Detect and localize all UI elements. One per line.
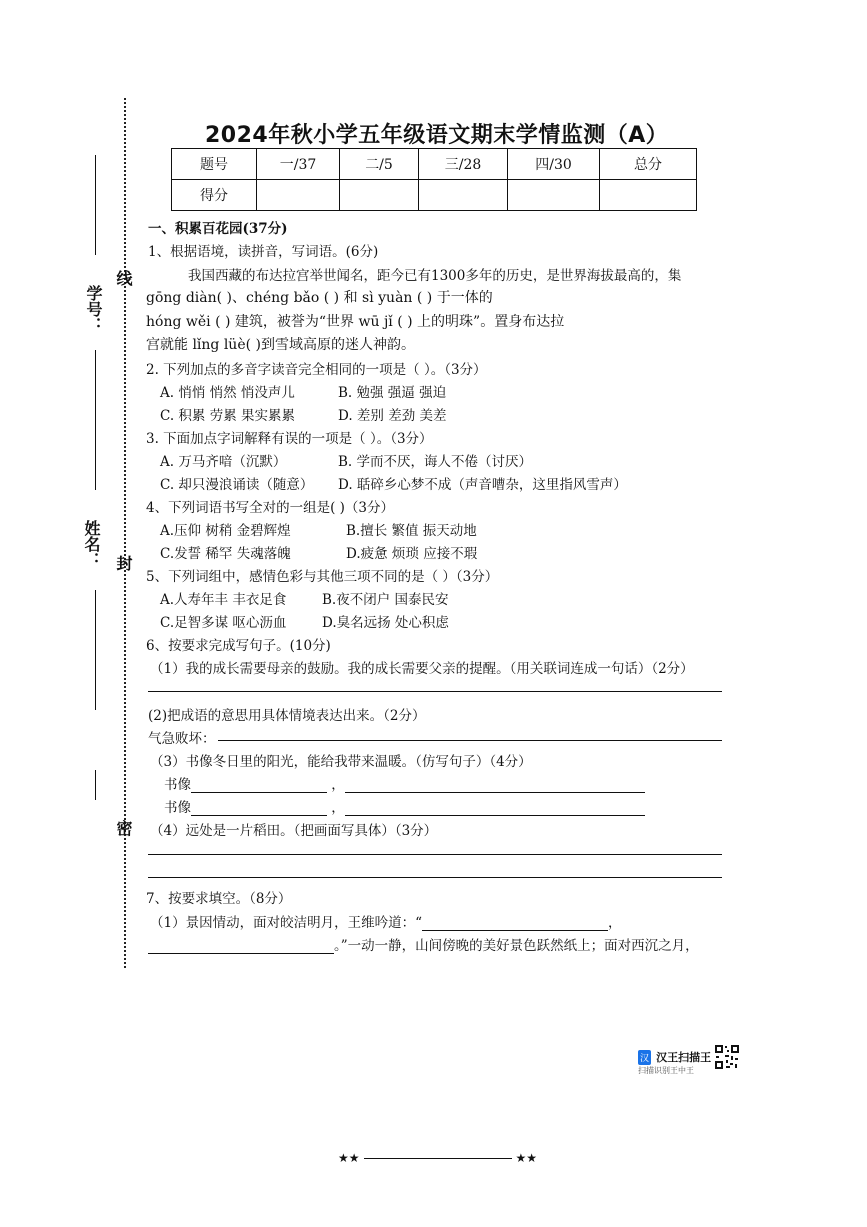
- q6-sub2: (2)把成语的意思用具体情境表达出来。（2分）: [148, 708, 426, 724]
- q2-option-b[interactable]: B. 勉强 强逼 强迫: [338, 385, 447, 401]
- q1-text-line1: 我国西藏的布达拉宫举世闻名，距今已有1300多年的历史，是世界海拔最高的，集: [188, 268, 682, 284]
- score-input-cell[interactable]: [257, 180, 340, 211]
- name-line: [95, 590, 96, 710]
- q7-sub1-row2: [148, 934, 699, 954]
- id-line: [95, 350, 96, 490]
- score-input-cell[interactable]: [508, 180, 600, 211]
- binding-mark-line: 线: [114, 270, 133, 286]
- q4-option-b[interactable]: B.擅长 繁值 振天动地: [346, 523, 477, 539]
- q7-sub1-blank-a[interactable]: [422, 930, 608, 931]
- q6-sub2-label: 气急败坏：: [148, 731, 216, 747]
- score-row-label: 得分: [172, 180, 257, 211]
- q6-sub4-answer-line1[interactable]: [148, 854, 722, 855]
- score-input-cell[interactable]: [600, 180, 697, 211]
- q6-title: 6、按要求完成写句子。(10分): [146, 638, 331, 654]
- q5-option-b[interactable]: B.夜不闭户 国泰民安: [322, 592, 449, 608]
- q6-sub1: （1）我的成长需要母亲的鼓励。我的成长需要父亲的提醒。（用关联词连成一句话）（2分）: [150, 661, 694, 677]
- scanner-watermark: [638, 1046, 711, 1076]
- page-title: 2024年秋小学五年级语文期末学情监测（A）: [205, 123, 669, 148]
- q6-sub3-blank-a[interactable]: [191, 792, 327, 793]
- q6-sub3-prefix: 书像: [164, 800, 191, 816]
- q7-title: 7、按要求填空。（8分）: [146, 891, 292, 907]
- school-line: [95, 155, 96, 255]
- scanner-slogan: 扫描识别王中王: [638, 1066, 694, 1075]
- q6-sub3-row1: [164, 773, 645, 793]
- q7-sub1-row1: [150, 911, 622, 931]
- q6-sub3-comma: ，: [331, 800, 345, 816]
- q6-sub3-row2: [164, 796, 645, 816]
- q2-option-a[interactable]: A. 悄悄 悄然 悄没声儿: [160, 385, 295, 401]
- q6-sub3-prefix: 书像: [164, 777, 191, 793]
- q5-title: 5、下列词组中，感情色彩与其他三项不同的是（ ）（3分）: [146, 569, 499, 585]
- q7-sub1-start: （1）景因情动，面对皎洁明月，王维吟道：“: [150, 915, 422, 931]
- q3-option-b[interactable]: B. 学而不厌，诲人不倦（讨厌）: [338, 454, 533, 470]
- q6-sub1-answer-line[interactable]: [148, 691, 722, 692]
- qr-code-icon: [714, 1044, 740, 1070]
- binding-dotted-line: [124, 98, 126, 968]
- q1-text-line2[interactable]: gōng diàn( )、chéng bǎo ( ) 和 sì yuàn ( ) 于一体的: [146, 290, 493, 306]
- score-header-cell: 总分: [600, 149, 697, 180]
- q4-option-d[interactable]: D.疲惫 烦琐 应接不瑕: [346, 546, 478, 562]
- q2-option-d[interactable]: D. 差别 差劲 美差: [338, 408, 447, 424]
- section1-title: 一、积累百花园(37分): [148, 221, 288, 237]
- q6-sub3-blank-c[interactable]: [191, 815, 327, 816]
- score-header-cell: 题号: [172, 149, 257, 180]
- q3-option-a[interactable]: A. 万马齐喑（沉默）: [160, 454, 287, 470]
- binding-mark-secret: 密: [114, 820, 133, 836]
- q2-title: 2. 下列加点的多音字读音完全相同的一项是（ ）。（3分）: [146, 362, 487, 378]
- id-label: 学号：: [84, 285, 103, 333]
- footer-stars-right: ★★: [515, 1151, 538, 1165]
- q3-title: 3. 下面加点字词解释有误的一项是（ ）。（3分）: [146, 431, 433, 447]
- q6-sub4: （4）远处是一片稻田。（把画面写具体）（3分）: [150, 823, 438, 839]
- score-header-cell: 三/28: [419, 149, 508, 180]
- q7-sub1-line2: 。”一动一静，山间傍晚的美好景色跃然纸上；面对西沉之月，: [334, 938, 699, 954]
- q5-option-a[interactable]: A.人寿年丰 丰衣足食: [160, 592, 287, 608]
- q7-sub1-blank-b[interactable]: [148, 953, 334, 954]
- q6-sub3: （3）书像冬日里的阳光，能给我带来温暖。（仿写句子）（4分）: [150, 754, 532, 770]
- q6-sub4-answer-line2[interactable]: [148, 877, 722, 878]
- q6-sub3-blank-d[interactable]: [345, 815, 645, 816]
- q4-option-a[interactable]: A.压仰 树稍 金碧辉煌: [160, 523, 291, 539]
- score-header-cell: 二/5: [340, 149, 419, 180]
- footer-stars-left: ★★: [338, 1151, 360, 1165]
- score-table: [171, 148, 697, 211]
- q5-option-d[interactable]: D.臭名远扬 处心积虑: [322, 615, 449, 631]
- q7-sub1-end: ，: [608, 915, 622, 931]
- score-header-cell: 一/37: [257, 149, 340, 180]
- q5-option-c[interactable]: C.足智多谋 呕心沥血: [160, 615, 287, 631]
- q6-sub3-comma: ，: [331, 777, 345, 793]
- q6-sub2-answer-line[interactable]: [218, 740, 722, 741]
- q3-option-d[interactable]: D. 聒碎乡心梦不成（声音嘈杂，这里指风雪声）: [338, 477, 627, 493]
- class-line: [95, 770, 96, 800]
- q1-text-line4[interactable]: 宫就能 lǐng lüè( )到雪域高原的迷人神韵。: [146, 337, 415, 353]
- q2-option-c[interactable]: C. 积累 劳累 果实累累: [160, 408, 296, 424]
- score-input-cell[interactable]: [419, 180, 508, 211]
- q1-title: 1、根据语境，读拼音，写词语。(6分): [148, 244, 379, 260]
- q4-title: 4、下列词语书写全对的一组是( )（3分）: [146, 500, 395, 516]
- binding-mark-seal: 封: [114, 555, 133, 571]
- q4-option-c[interactable]: C.发誓 稀罕 失魂落魄: [160, 546, 291, 562]
- q1-text-line3[interactable]: hóng wěi ( ) 建筑，被誉为“世界 wū jǐ ( ) 上的明珠”。置身布达拉: [146, 314, 565, 330]
- page-footer: [338, 1151, 537, 1165]
- q3-option-c[interactable]: C. 却只漫浪诵读（随意）: [160, 477, 314, 493]
- q6-sub3-blank-b[interactable]: [345, 792, 645, 793]
- name-label: 姓名：: [82, 520, 101, 568]
- scanner-name: 汉王扫描王: [656, 1051, 712, 1064]
- footer-rule: [364, 1158, 512, 1159]
- score-input-cell[interactable]: [340, 180, 419, 211]
- score-header-cell: 四/30: [508, 149, 600, 180]
- scanner-logo-icon: 汉: [638, 1050, 651, 1065]
